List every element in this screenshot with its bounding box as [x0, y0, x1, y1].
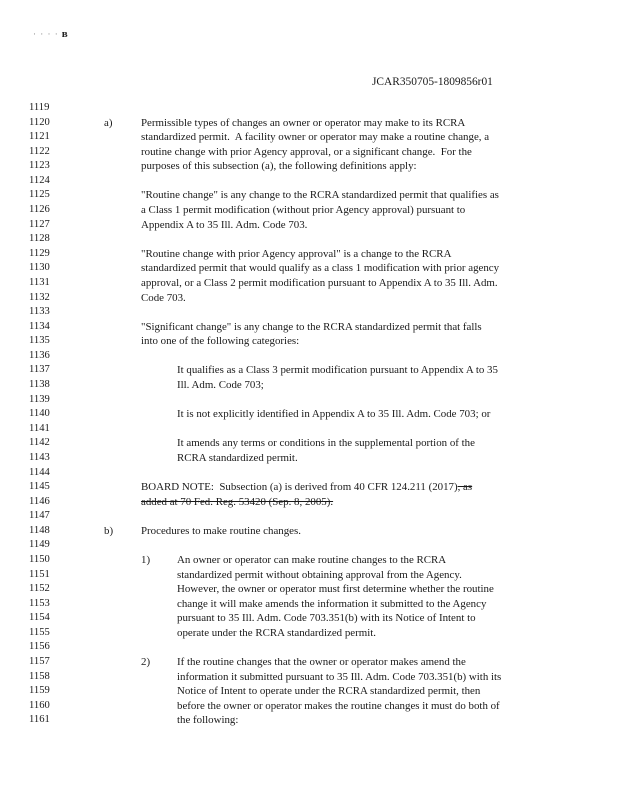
document-id: JCAR350705-1809856r01 [372, 76, 493, 88]
line-text: Appendix A to 35 Ill. Adm. Code 703. [141, 218, 308, 231]
line-number: 1120 [29, 116, 50, 128]
document-line [0, 582, 618, 597]
line-number: 1139 [29, 393, 50, 405]
line-number: 1135 [29, 335, 50, 347]
line-text: into one of the following categories: [141, 335, 300, 348]
line-text: approval, or a Class 2 permit modification pursuant to Appendix A to 35 Ill. Adm. [141, 276, 498, 289]
line-number: 1159 [29, 685, 50, 697]
document-line [0, 174, 618, 189]
document-line [0, 276, 618, 291]
line-text: Notice of Intent to operate under the RCRA standardized permit, then [177, 685, 481, 698]
line-number: 1161 [29, 714, 50, 726]
line-number: 1147 [29, 510, 50, 522]
document-line [0, 407, 618, 422]
line-text: "Routine change" is any change to the RCRA standardized permit that qualifies as [141, 189, 499, 202]
document-line [0, 480, 618, 495]
line-number: 1144 [29, 466, 50, 478]
line-text: If the routine changes that the owner or operator makes amend the [177, 656, 466, 669]
line-text: It amends any terms or conditions in the supplemental portion of the [177, 437, 475, 450]
line-text: An owner or operator can make routine changes to the RCRA [177, 553, 447, 566]
line-text: 1) [141, 553, 151, 566]
line-number: 1146 [29, 495, 50, 507]
document-line [0, 699, 618, 714]
line-text: the following: [177, 714, 239, 727]
line-number: 1133 [29, 306, 50, 318]
line-text: Procedures to make routine changes. [141, 524, 301, 537]
document-line [0, 247, 618, 262]
document-line [0, 451, 618, 466]
line-number: 1125 [29, 189, 50, 201]
document-line [0, 626, 618, 641]
line-text: operate under the RCRA standardized permit. [177, 626, 376, 639]
line-number: 1141 [29, 422, 50, 434]
stamp-glyph: ʙ [61, 28, 69, 40]
document-line [0, 640, 618, 655]
document-line [0, 393, 618, 408]
line-number: 1138 [29, 379, 50, 391]
document-line [0, 422, 618, 437]
document-line [0, 378, 618, 393]
document-line [0, 261, 618, 276]
line-number: 1143 [29, 451, 50, 463]
line-text: added at 70 Fed. Reg. 53420 (Sep. 8, 2005). [141, 495, 334, 508]
line-number: 1129 [29, 247, 50, 259]
document-line [0, 101, 618, 116]
line-number: 1155 [29, 626, 50, 638]
line-number: 1151 [29, 568, 50, 580]
line-text: a Class 1 permit modification (without prior Agency approval) pursuant to [141, 204, 466, 217]
line-text: standardized permit without obtaining approval from the Agency. [177, 568, 462, 581]
line-text: Ill. Adm. Code 703; [177, 379, 264, 392]
document-line [0, 349, 618, 364]
document-line [0, 655, 618, 670]
document-line [0, 538, 618, 553]
document-line [0, 684, 618, 699]
line-text: a) [104, 116, 113, 129]
document-line [0, 334, 618, 349]
line-text: Permissible types of changes an owner or operator may make to its RCRA [141, 116, 466, 129]
document-line [0, 130, 618, 145]
document-line [0, 218, 618, 233]
document-line [0, 145, 618, 160]
line-text: However, the owner or operator must first determine whether the routine [177, 583, 494, 596]
document-line [0, 509, 618, 524]
line-number: 1149 [29, 539, 50, 551]
line-number: 1132 [29, 291, 50, 303]
line-text: BOARD NOTE: Subsection (a) is derived from 40 CFR 124.211 (2017), as [141, 481, 473, 494]
line-text: information it submitted pursuant to 35 Ill. Adm. Code 703.351(b) with its [177, 670, 502, 683]
document-line [0, 553, 618, 568]
document-line [0, 232, 618, 247]
line-number: 1131 [29, 276, 50, 288]
line-number: 1158 [29, 670, 50, 682]
scan-stamp [33, 28, 69, 40]
line-number: 1124 [29, 174, 50, 186]
document-line [0, 320, 618, 335]
document-line [0, 291, 618, 306]
line-text: standardized permit. A facility owner or operator may make a routine change, a [141, 131, 490, 144]
document-line [0, 305, 618, 320]
line-number: 1157 [29, 656, 50, 668]
line-number: 1156 [29, 641, 50, 653]
document-line [0, 436, 618, 451]
line-number: 1148 [29, 524, 50, 536]
line-number: 1150 [29, 553, 50, 565]
document-line [0, 466, 618, 481]
document-line [0, 363, 618, 378]
line-text: It is not explicitly identified in Appendix A to 35 Ill. Adm. Code 703; or [177, 408, 491, 421]
line-number: 1145 [29, 481, 50, 493]
document-line [0, 713, 618, 728]
line-number: 1160 [29, 699, 50, 711]
stamp-dots: · · · · [33, 29, 59, 39]
document-line [0, 597, 618, 612]
line-number: 1136 [29, 349, 50, 361]
document-line [0, 188, 618, 203]
document-line [0, 495, 618, 510]
line-number: 1119 [29, 102, 50, 113]
document-line [0, 568, 618, 583]
line-number: 1126 [29, 204, 50, 216]
line-number: 1140 [29, 408, 50, 420]
line-text: 2) [141, 656, 151, 669]
line-number: 1121 [29, 131, 50, 143]
line-number: 1127 [29, 218, 50, 230]
document-line [0, 611, 618, 626]
document-line [0, 670, 618, 685]
line-text: purposes of this subsection (a), the following definitions apply: [141, 160, 417, 173]
line-text: RCRA standardized permit. [177, 451, 298, 464]
line-text: "Routine change with prior Agency approval" is a change to the RCRA [141, 247, 452, 260]
line-text: change it will make amends the information it submitted to the Agency [177, 597, 487, 610]
line-number: 1128 [29, 233, 50, 245]
line-number: 1130 [29, 262, 50, 274]
line-text: b) [104, 524, 114, 537]
line-number: 1154 [29, 612, 50, 624]
document-line [0, 203, 618, 218]
line-text: routine change with prior Agency approval, or a significant change. For the [141, 145, 472, 158]
line-text: before the owner or operator makes the routine changes it must do both of [177, 699, 500, 712]
document-line [0, 159, 618, 174]
line-text: "Significant change" is any change to the RCRA standardized permit that falls [141, 320, 482, 333]
line-text: It qualifies as a Class 3 permit modification pursuant to Appendix A to 35 [177, 364, 498, 377]
line-number: 1122 [29, 145, 50, 157]
line-number: 1152 [29, 583, 50, 595]
line-number: 1137 [29, 364, 50, 376]
document-line [0, 116, 618, 131]
line-number: 1142 [29, 437, 50, 449]
line-number: 1123 [29, 160, 50, 172]
line-number: 1153 [29, 597, 50, 609]
document-line [0, 524, 618, 539]
line-number: 1134 [29, 320, 50, 332]
line-text: pursuant to 35 Ill. Adm. Code 703.351(b) with its Notice of Intent to [177, 612, 476, 625]
line-text: standardized permit that would qualify as a class 1 modification with prior agency [141, 262, 500, 275]
line-text: Code 703. [141, 291, 186, 304]
struck-text: , as [457, 481, 473, 494]
